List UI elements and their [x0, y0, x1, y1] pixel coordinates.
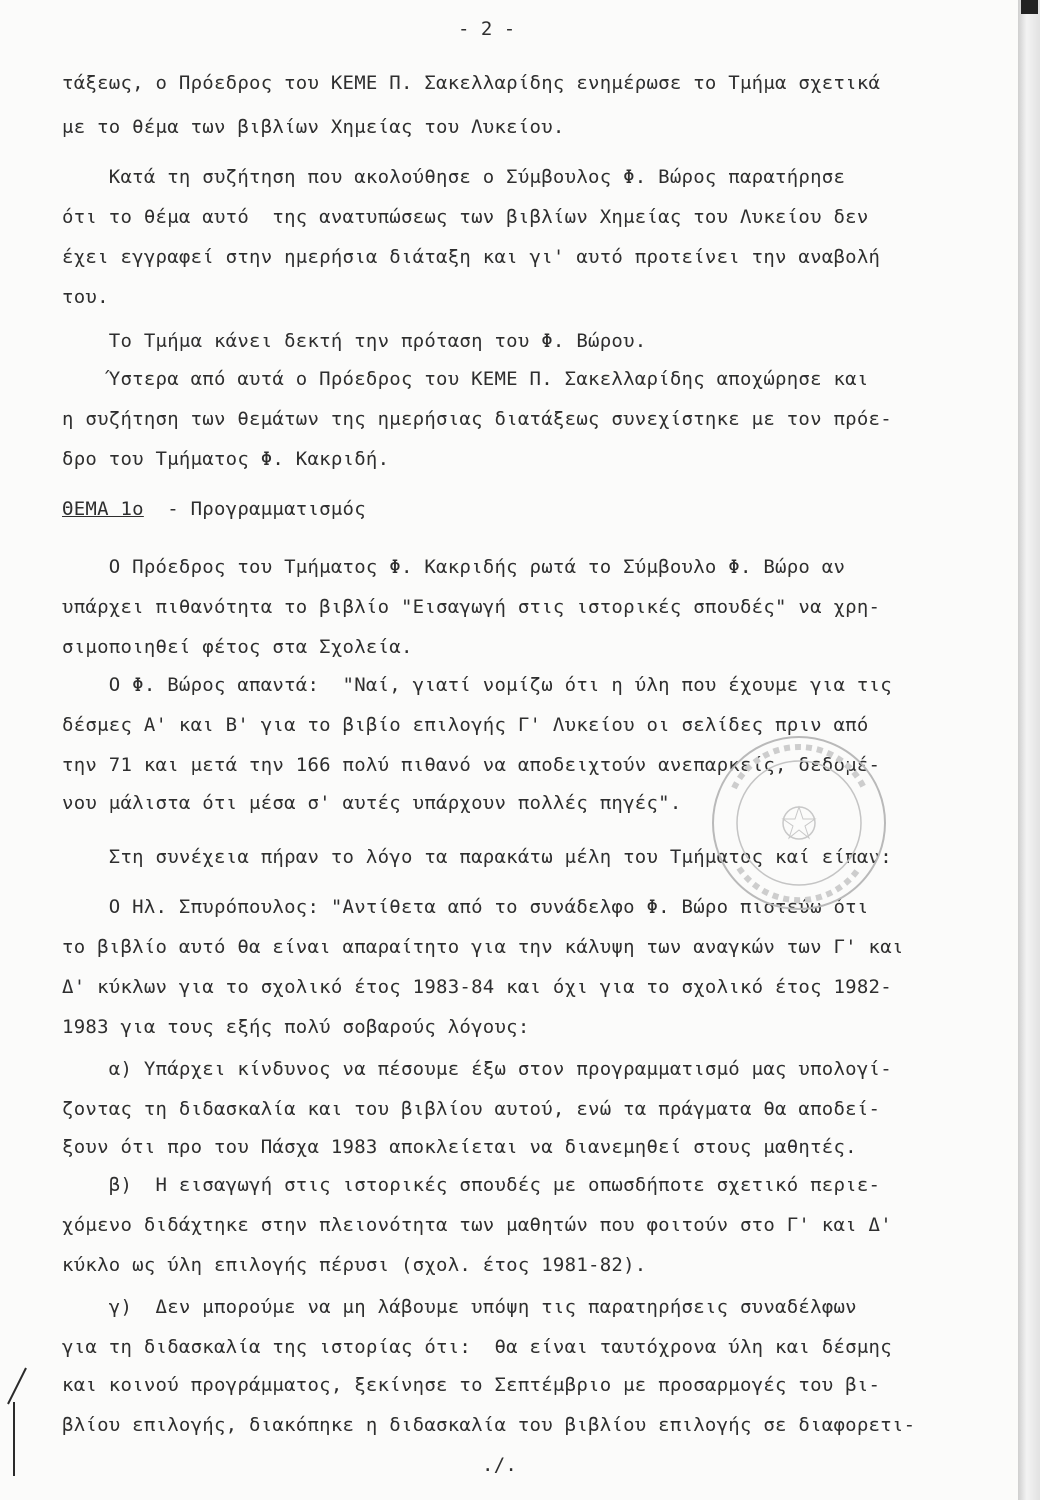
text-line: γ) Δεν μπορούμε να μη λάβουμε υπόψη τις παρατηρήσεις συναδέλφων — [62, 1296, 857, 1318]
text-line: Ο Φ. Βώρος απαντά: "Ναί, γιατί νομίζω ότι η ύλη που έχουμε για τις — [62, 674, 892, 696]
text-line: Ο Πρόεδρος του Τμήματος Φ. Κακριδής ρωτά το Σύμβουλο Φ. Βώρο αν — [62, 556, 846, 578]
text-line: 1983 για τους εξής πολύ σοβαρούς λόγους: — [62, 1016, 530, 1038]
text-line: υπάρχει πιθανότητα το βιβλίο "Εισαγωγή στις ιστορικές σπουδές" να χρη- — [62, 596, 881, 618]
text-line: βλίου επιλογής, διακόπηκε η διδασκαλία του βιβλίου επιλογής σε διαφορετι- — [62, 1414, 916, 1436]
text-line: το βιβλίο αυτό θα είναι απαραίτητο για την κάλυψη των αναγκών των Γ' και — [62, 936, 904, 958]
text-line: του. — [62, 286, 109, 308]
text-line: ζοντας τη διδασκαλία και του βιβλίου αυτού, ενώ τα πράγματα θα αποδεί- — [62, 1098, 881, 1120]
section-heading-label: ΘΕΜΑ 1ο — [62, 498, 144, 520]
text-line: η συζήτηση των θεμάτων της ημερήσιας διατάξεως συνεχίστηκε με τον πρόε- — [62, 408, 892, 430]
section-heading-title: - Προγραμματισμός — [143, 498, 366, 520]
continuation-mark: ./. — [482, 1454, 518, 1476]
section-heading — [62, 498, 366, 520]
text-line: ξουν ότι προ του Πάσχα 1983 αποκλείεται να διανεμηθεί στους μαθητές. — [62, 1136, 857, 1158]
binding-tab — [1021, 0, 1038, 14]
text-line: β) Η εισαγωγή στις ιστορικές σπουδές με οπωσδήποτε σχετικό περιε- — [62, 1174, 881, 1196]
text-line: τάξεως, ο Πρόεδρος του ΚΕΜΕ Π. Σακελλαρίδης ενημέρωσε το Τμήμα σχετικά — [62, 72, 881, 94]
text-line: δρο του Τμήματος Φ. Κακριδή. — [62, 448, 390, 470]
text-line: και κοινού προγράμματος, ξεκίνησε το Σεπτέμβριο με προσαρμογές του βι- — [62, 1374, 881, 1396]
text-line: Το Τμήμα κάνει δεκτή την πρόταση του Φ. Βώρου. — [62, 330, 647, 352]
text-line: α) Υπάρχει κίνδυνος να πέσουμε έξω στον προγραμματισμό μας υπολογί- — [62, 1058, 892, 1080]
text-line: ότι το θέμα αυτό της ανατυπώσεως των βιβλίων Χημείας του Λυκείου δεν — [62, 206, 869, 228]
text-line: κύκλο ως ύλη επιλογής πέρυσι (σχολ. έτος 1981-82). — [62, 1254, 647, 1276]
official-stamp — [704, 728, 894, 918]
page-number: - 2 - — [458, 18, 516, 40]
text-line: Ύστερα από αυτά ο Πρόεδρος του ΚΕΜΕ Π. Σακελλαρίδης αποχώρησε και — [62, 368, 869, 390]
text-line: για τη διδασκαλία της ιστορίας ότι: θα είναι ταυτόχρονα ύλη και δέσμης — [62, 1336, 892, 1358]
text-line: Κατά τη συζήτηση που ακολούθησε ο Σύμβουλος Φ. Βώρος παρατήρησε — [62, 166, 846, 188]
text-line: έχει εγγραφεί στην ημερήσια διάταξη και γι' αυτό προτείνει την αναβολή — [62, 246, 881, 268]
text-line: με το θέμα των βιβλίων Χημείας του Λυκείου. — [62, 116, 565, 138]
page-edge — [1018, 0, 1040, 1500]
text-line: χόμενο διδάχτηκε στην πλειονότητα των μαθητών που φοιτούν στο Γ' και Δ' — [62, 1214, 892, 1236]
text-line: Δ' κύκλων για το σχολικό έτος 1983-84 και όχι για το σχολικό έτος 1982- — [62, 976, 892, 998]
text-line: σιμοποιηθεί φέτος στα Σχολεία. — [62, 636, 413, 658]
margin-pen-mark — [0, 1364, 40, 1484]
text-line: την 71 και μετά την 166 πολύ πιθανό να αποδειχτούν ανεπαρκείς, δεδομέ- — [62, 754, 881, 776]
text-line: Ο Ηλ. Σπυρόπουλος: "Αντίθετα από το συνάδελφο Φ. Βώρο πιστεύω ότι — [62, 896, 869, 918]
text-line: Στη συνέχεια πήραν το λόγο τα παρακάτω μέλη του Τμήματος καί είπαν: — [62, 846, 892, 868]
text-line: νου μάλιστα ότι μέσα σ' αυτές υπάρχουν πολλές πηγές". — [62, 792, 682, 814]
text-line: δέσμες Α' και Β' για το βιβίο επιλογής Γ' Λυκείου οι σελίδες πριν από — [62, 714, 869, 736]
